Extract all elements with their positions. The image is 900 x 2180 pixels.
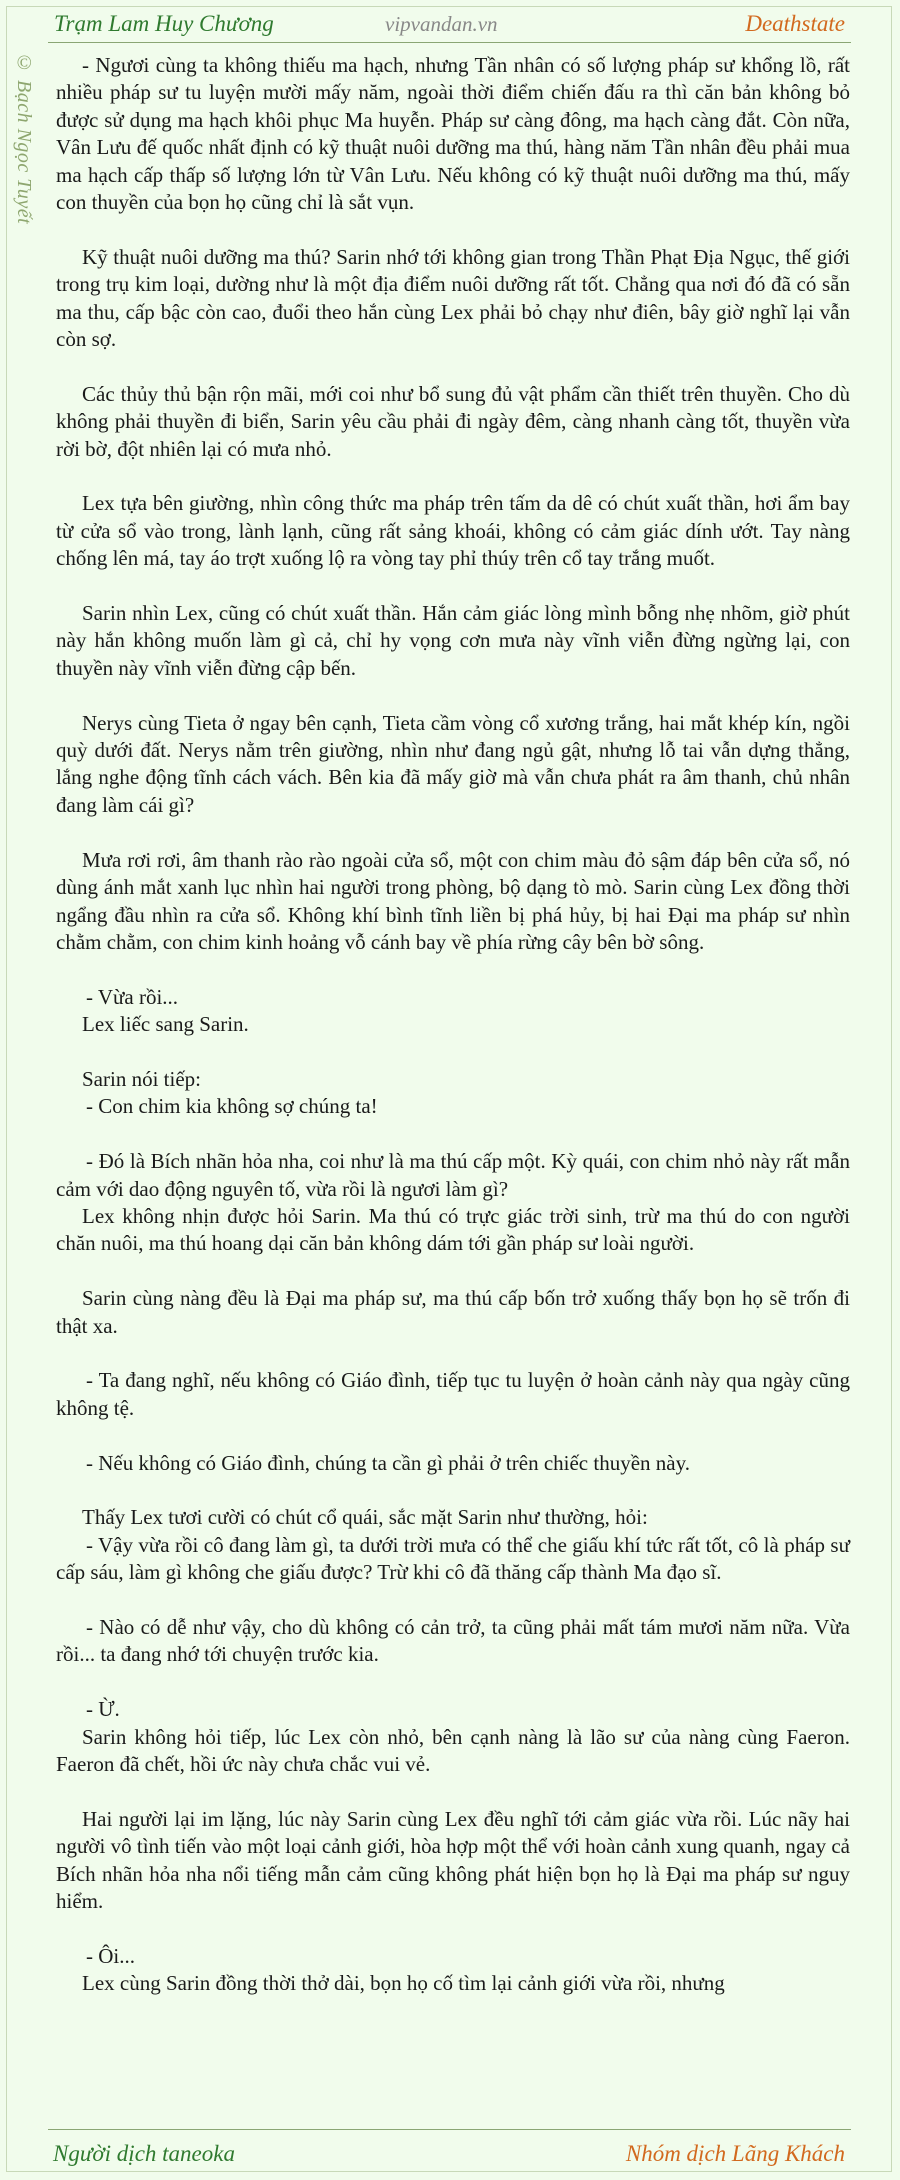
page-header [0,0,900,48]
page-footer [0,2130,900,2180]
paragraph: Các thủy thủ bận rộn mãi, mới coi như bổ sung đủ vật phẩm cần thiết trên thuyền. Cho dù không phải thuyền đi biển, Sarin yêu cầu phải đi ngày đêm, càng nhanh càng tốt, thuyền vừa rời bờ, đột nhiên lại có mưa nhỏ. [56,381,850,461]
dialogue-line: - Nếu không có Giáo đình, chúng ta cần gì phải ở trên chiếc thuyền này. [86,1450,690,1475]
paragraph: Nerys cùng Tieta ở ngay bên cạnh, Tieta cầm vòng cổ xương trắng, hai mắt khép kín, ngồi quỳ dưới đất. Nerys nằm trên giường, nhìn như đang ngủ gật, nhưng lỗ tai vẫn dựng thẳng, lắng nghe động tĩnh cách vách. Bên kia đã mấy giờ mà vẫn chưa phát ra âm thanh, chủ nhân đang làm cái gì? [56,710,850,817]
dialogue-line: - Ta đang nghĩ, nếu không có Giáo đình, tiếp tục tu luyện ở hoàn cảnh này qua ngày cũng không tệ. [56,1368,850,1420]
dialogue-line: - Vậy vừa rồi cô đang làm gì, ta dưới trời mưa có thể che giấu khí tức rất tốt, cô là pháp sư cấp sáu, làm gì không che giấu được? Trừ khi cô đã thăng cấp thành Ma đạo sĩ. [56,1532,850,1585]
dialogue-line: - Nào có dễ như vậy, cho dù không có cản trở, ta cũng phải mất tám mươi năm nữa. Vừa rồi... ta đang nhớ tới chuyện trước kia. [56,1614,850,1667]
paragraph: Thấy Lex tươi cười có chút cổ quái, sắc mặt Sarin như thường, hỏi: [82,1505,648,1530]
footer-group: Nhóm dịch Lãng Khách [625,2141,845,2166]
paragraph: Lex không nhịn được hỏi Sarin. Ma thú có trực giác trời sinh, trừ ma thú do con người chăn nuôi, ma thú hoang dại căn bản không dám tới gần pháp sư loài người. [56,1203,850,1256]
paragraph: Kỹ thuật nuôi dưỡng ma thú? Sarin nhớ tới không gian trong Thần Phạt Địa Ngục, thế giới trong trụ kim loại, dường như là một địa điểm nuôi dưỡng rất tốt. Chẳng qua nơi đó đã có sẵn ma thu, cấp bậc còn cao, đuổi theo hắn cùng Lex phải bỏ chạy như điên, bây giờ nghĩ lại vẫn còn sợ. [56,244,850,352]
paragraph: Hai người lại im lặng, lúc này Sarin cùng Lex đều nghĩ tới cảm giác vừa rồi. Lúc nãy hai người vô tình tiến vào một loại cảnh giới, hòa hợp một thể với hoàn cảnh xung quanh, ngay cả Bích nhãn hỏa nha nổi tiếng mẫn cảm cũng không phát hiện bọn họ là Đại ma pháp sư nguy hiểm. [56,1806,850,1913]
dialogue-line: - Con chim kia không sợ chúng ta! [86,1094,378,1119]
dialogue-line: - Ôi... [86,1943,135,1968]
header-url: vipvandan.vn [385,12,498,36]
paragraph: Sarin nhìn Lex, cũng có chút xuất thần. Hắn cảm giác lòng mình bỗng nhẹ nhõm, giờ phút này hắn không muốn làm gì cả, chỉ hy vọng cơn mưa này vĩnh viễn đừng ngừng lại, con thuyền này vĩnh viễn đừng cập bến. [56,601,850,680]
paragraph: Sarin nói tiếp: [82,1066,201,1091]
dialogue-line: - Đó là Bích nhãn hỏa nha, coi như là ma thú cấp một. Kỳ quái, con chim nhỏ này rất mẫn cảm với dao động nguyên tố, vừa rồi là ngươi làm gì? [56,1149,850,1201]
dialogue-line: - Ừ. [86,1697,120,1722]
paragraph: Lex cùng Sarin đồng thời thở dài, bọn họ cố tìm lại cảnh giới vừa rồi, nhưng [82,1971,725,1996]
header-rule [48,42,851,43]
copyright-watermark: © Bạch Ngọc Tuyết [13,52,35,225]
paragraph: Mưa rơi rơi, âm thanh rào rào ngoài cửa sổ, một con chim màu đỏ sậm đáp bên cửa sổ, nó dùng ánh mắt xanh lục nhìn hai người trong phòng, bộ dạng tò mò. Sarin cùng Lex đồng thời ngẩng đầu nhìn ra cửa sổ. Không khí bình tĩnh liền bị phá hủy, bị hai Đại ma pháp sư nhìn chằm chằm, con chim kinh hoảng vỗ cánh bay về phía rừng cây bên bờ sông. [56,847,850,954]
paragraph: Sarin cùng nàng đều là Đại ma pháp sư, ma thú cấp bốn trở xuống thấy bọn họ sẽ trốn đi thật xa. [56,1286,850,1338]
header-site-name: Trạm Lam Huy Chương [54,11,274,36]
header-title: Deathstate [745,11,845,36]
footer-translator: Người dịch taneoka [53,2141,235,2166]
paragraph: Lex tựa bên giường, nhìn công thức ma pháp trên tấm da dê có chút xuất thần, hơi ẩm bay từ cửa sổ vào trong, lành lạnh, cũng rất sảng khoái, không có cảm giác dính ướt. Tay nàng chống lên má, tay áo trợt xuống lộ ra vòng tay phỉ thúy trên cổ tay trắng muốt. [56,491,850,571]
chapter-text [56,52,850,1998]
paragraph: Lex liếc sang Sarin. [82,1012,249,1037]
paragraph: Sarin không hỏi tiếp, lúc Lex còn nhỏ, bên cạnh nàng là lão sư của nàng cùng Faeron. Faeron đã chết, hồi ức này chưa chắc vui vẻ. [56,1724,850,1776]
dialogue-line: - Vừa rồi... [86,984,179,1009]
paragraph: - Ngươi cùng ta không thiếu ma hạch, nhưng Tần nhân có số lượng pháp sư khổng lồ, rất nhiều pháp sư tu luyện mười mấy năm, ngoài thời điểm chiến đấu ra thì căn bản không bỏ được sử dụng ma hạch khôi phục Ma huyễn. Pháp sư càng đông, ma hạch càng đắt. Còn nữa, Vân Lưu đế quốc nhất định có kỹ thuật nuôi dưỡng ma thú, hàng năm Tần nhân đều phải mua ma hạch cấp thấp số lượng lớn từ Vân Lưu. Nếu không có kỹ thuật nuôi dưỡng ma thú, mấy con thuyền của bọn họ cũng chỉ là sắt vụn. [56,53,850,215]
